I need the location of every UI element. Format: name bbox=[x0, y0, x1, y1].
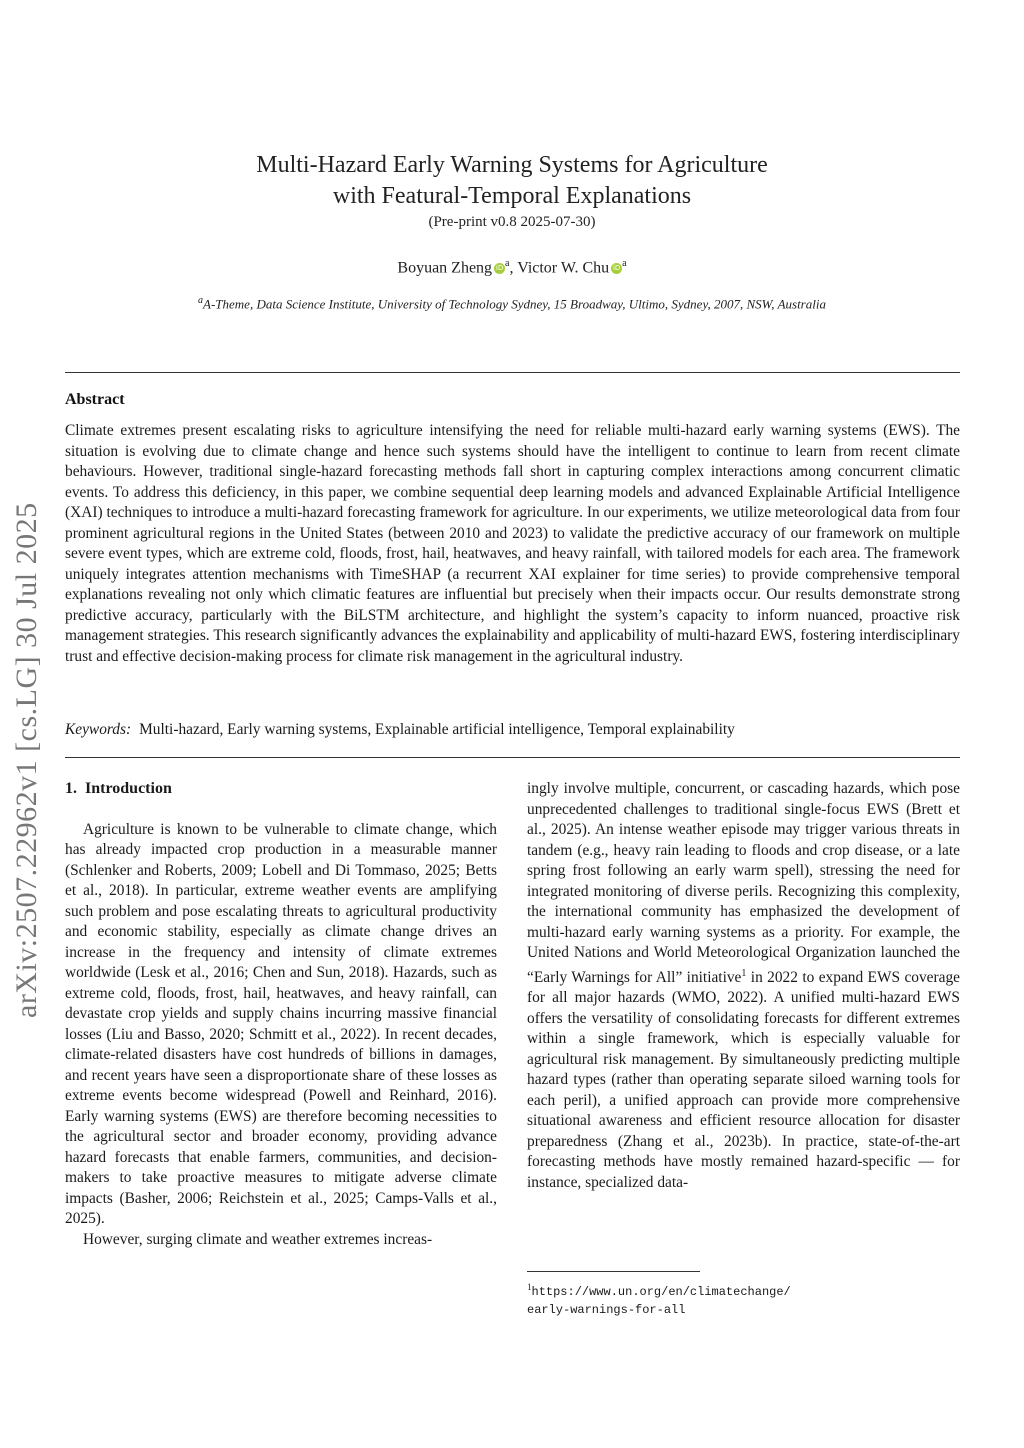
orcid-icon[interactable]: iD bbox=[612, 264, 621, 273]
orcid-icon[interactable]: iD bbox=[495, 264, 504, 273]
keywords-text: Multi-hazard, Early warning systems, Explainable artificial intelligence, Temporal explainability bbox=[139, 721, 735, 738]
title-block bbox=[0, 150, 1024, 232]
footnote-rule bbox=[527, 1271, 700, 1272]
arxiv-identifier: arXiv:2507.22962v1 [cs.LG] 30 Jul 2025 bbox=[10, 502, 43, 1018]
affiliation bbox=[0, 295, 1024, 312]
footnote-reference[interactable]: 1 bbox=[741, 967, 747, 979]
intro-paragraph-1: Agriculture is known to be vulnerable to climate change, which has already impacted crop production in a measurable manner (Schlenker and Roberts, 2009; Lobell and Di Tommaso, 2025; Betts et al., 2018). In particular, extreme weather events are amplifying such problem and pose escalating threats to agricultural productivity and economic stability, especially as climate change drives an increase in the frequency and intensity of climate extremes worldwide (Lesk et al., 2016; Chen and Sun, 2018). Hazards, such as extreme cold, floods, frost, hail, heatwaves, and heavy rainfall, can devastate crop yields and supply chains incurring massive financial losses (Liu and Basso, 2020; Schmitt et al., 2022). In recent decades, climate-related disasters have cost hundreds of billions in damages, and recent years have seen a disproportionate share of these losses as extreme events become widespread (Powell and Reinhard, 2016). Early warning systems (EWS) are therefore becoming necessities to the agricultural sector and broader economy, providing advance hazard forecasts that enable farmers, communities, and decision-makers to take proactive measures to mitigate adverse climate impacts (Basher, 2006; Reichstein et al., 2025; Camps-Valls et al., 2025). bbox=[65, 820, 497, 1227]
author-separator: , bbox=[509, 259, 518, 277]
preprint-version: (Pre-print v0.8 2025-07-30) bbox=[428, 214, 596, 230]
author-name: Boyuan Zheng bbox=[397, 259, 493, 277]
paragraph-text: in 2022 to expand EWS coverage for all major hazards (WMO, 2022). A unified multi-hazard EWS offers the versatility of consolidating forecasts for different extremes within a single framework, which is especially valuable for agricultural risk management. By simultaneously predicting multiple hazard types (rather than operating separate siloed warning tools for each peril), a unified approach can provide more comprehensive situational awareness and efficient resource allocation for disaster preparedness (Zhang et al., 2023b). In practice, state-of-the-art forecasting methods have mostly remained hazard-specific — for instance, specialized data- bbox=[527, 968, 960, 1191]
keywords bbox=[65, 721, 960, 739]
affiliation-mark: a bbox=[198, 295, 204, 306]
paragraph-text: ingly involve multiple, concurrent, or cascading hazards, which pose unprecedented challenges to traditional single-focus EWS (Brett et al., 2025). An intense weather episode may trigger various threats in tandem (e.g., heavy rain leading to floods and crop disease, or a late spring frost following an early warm spell), stressing the need for integrated monitoring of diverse perils. Recognizing this complexity, the international community has emphasized the development of multi-hazard early warning systems as a priority. For example, the United Nations and World Meteorological Organization launched the “Early Warnings for All” initiative bbox=[527, 780, 960, 986]
section-heading bbox=[65, 779, 497, 800]
paper-title-line-2: with Featural-Temporal Explanations bbox=[332, 183, 692, 209]
section-title: Introduction bbox=[85, 780, 172, 797]
abstract-body: Climate extremes present escalating risks to agriculture intensifying the need for reliable multi-hazard early warning systems (EWS). The situation is evolving due to climate change and hence such systems should have the intelligent to continue to learn from recent climate behaviours. However, traditional single-hazard forecasting methods fall short in capturing complex interactions among concurrent climatic events. To address this deficiency, in this paper, we combine sequential deep learning models and advanced Explainable Artificial Intelligence (XAI) techniques to introduce a multi-hazard forecasting framework for agriculture. In our experiments, we utilize meteorological data from four prominent agricultural regions in the United States (between 2010 and 2023) to validate the predictive accuracy of our framework on multiple severe event types, which are extreme cold, floods, frost, hail, heatwaves, and heavy rainfall, with tailored models for each area. The framework uniquely integrates attention mechanisms with TimeSHAP (a recurrent XAI explainer for time series) to provide comprehensive temporal explanations revealing not only which climatic features are influential but precisely when their impacts occur. Our results demonstrate strong predictive accuracy, particularly with the BiLSTM architecture, and highlight the system’s capacity to inform nuanced, proactive risk management strategies. This research significantly advances the explainability and applicability of multi-hazard EWS, fostering interdisciplinary trust and effective decision-making process for climate risk management in the agricultural industry. bbox=[65, 422, 960, 665]
intro-paragraph-2-start: However, surging climate and weather extremes increas- bbox=[83, 1230, 433, 1248]
affiliation-text: A-Theme, Data Science Institute, University of Technology Sydney, 15 Broadway, Ultimo, Sydney, 2007, NSW, Australia bbox=[203, 296, 826, 312]
right-column bbox=[527, 779, 960, 1193]
paper-title-line-1: Multi-Hazard Early Warning Systems for Agriculture bbox=[256, 152, 768, 178]
footnote-mark: 1 bbox=[527, 1282, 532, 1292]
affiliation-mark: a bbox=[622, 258, 627, 269]
left-column bbox=[65, 779, 497, 1250]
abstract-heading: Abstract bbox=[65, 391, 125, 408]
footnote-link[interactable]: https://www.un.org/en/climatechange/ bbox=[531, 1285, 791, 1299]
abstract-bottom-rule bbox=[65, 757, 960, 758]
abstract-top-rule bbox=[65, 372, 960, 373]
footnote-link-continued[interactable]: early-warnings-for-all bbox=[527, 1303, 686, 1317]
section-number: 1. bbox=[65, 780, 77, 797]
intro-paragraph-2-continued bbox=[527, 779, 960, 1193]
affiliation-mark: a bbox=[505, 258, 510, 269]
author-name: Victor W. Chu bbox=[517, 259, 610, 277]
footnote bbox=[527, 1278, 960, 1319]
author-list bbox=[0, 258, 1024, 277]
keywords-label: Keywords: bbox=[65, 721, 132, 738]
